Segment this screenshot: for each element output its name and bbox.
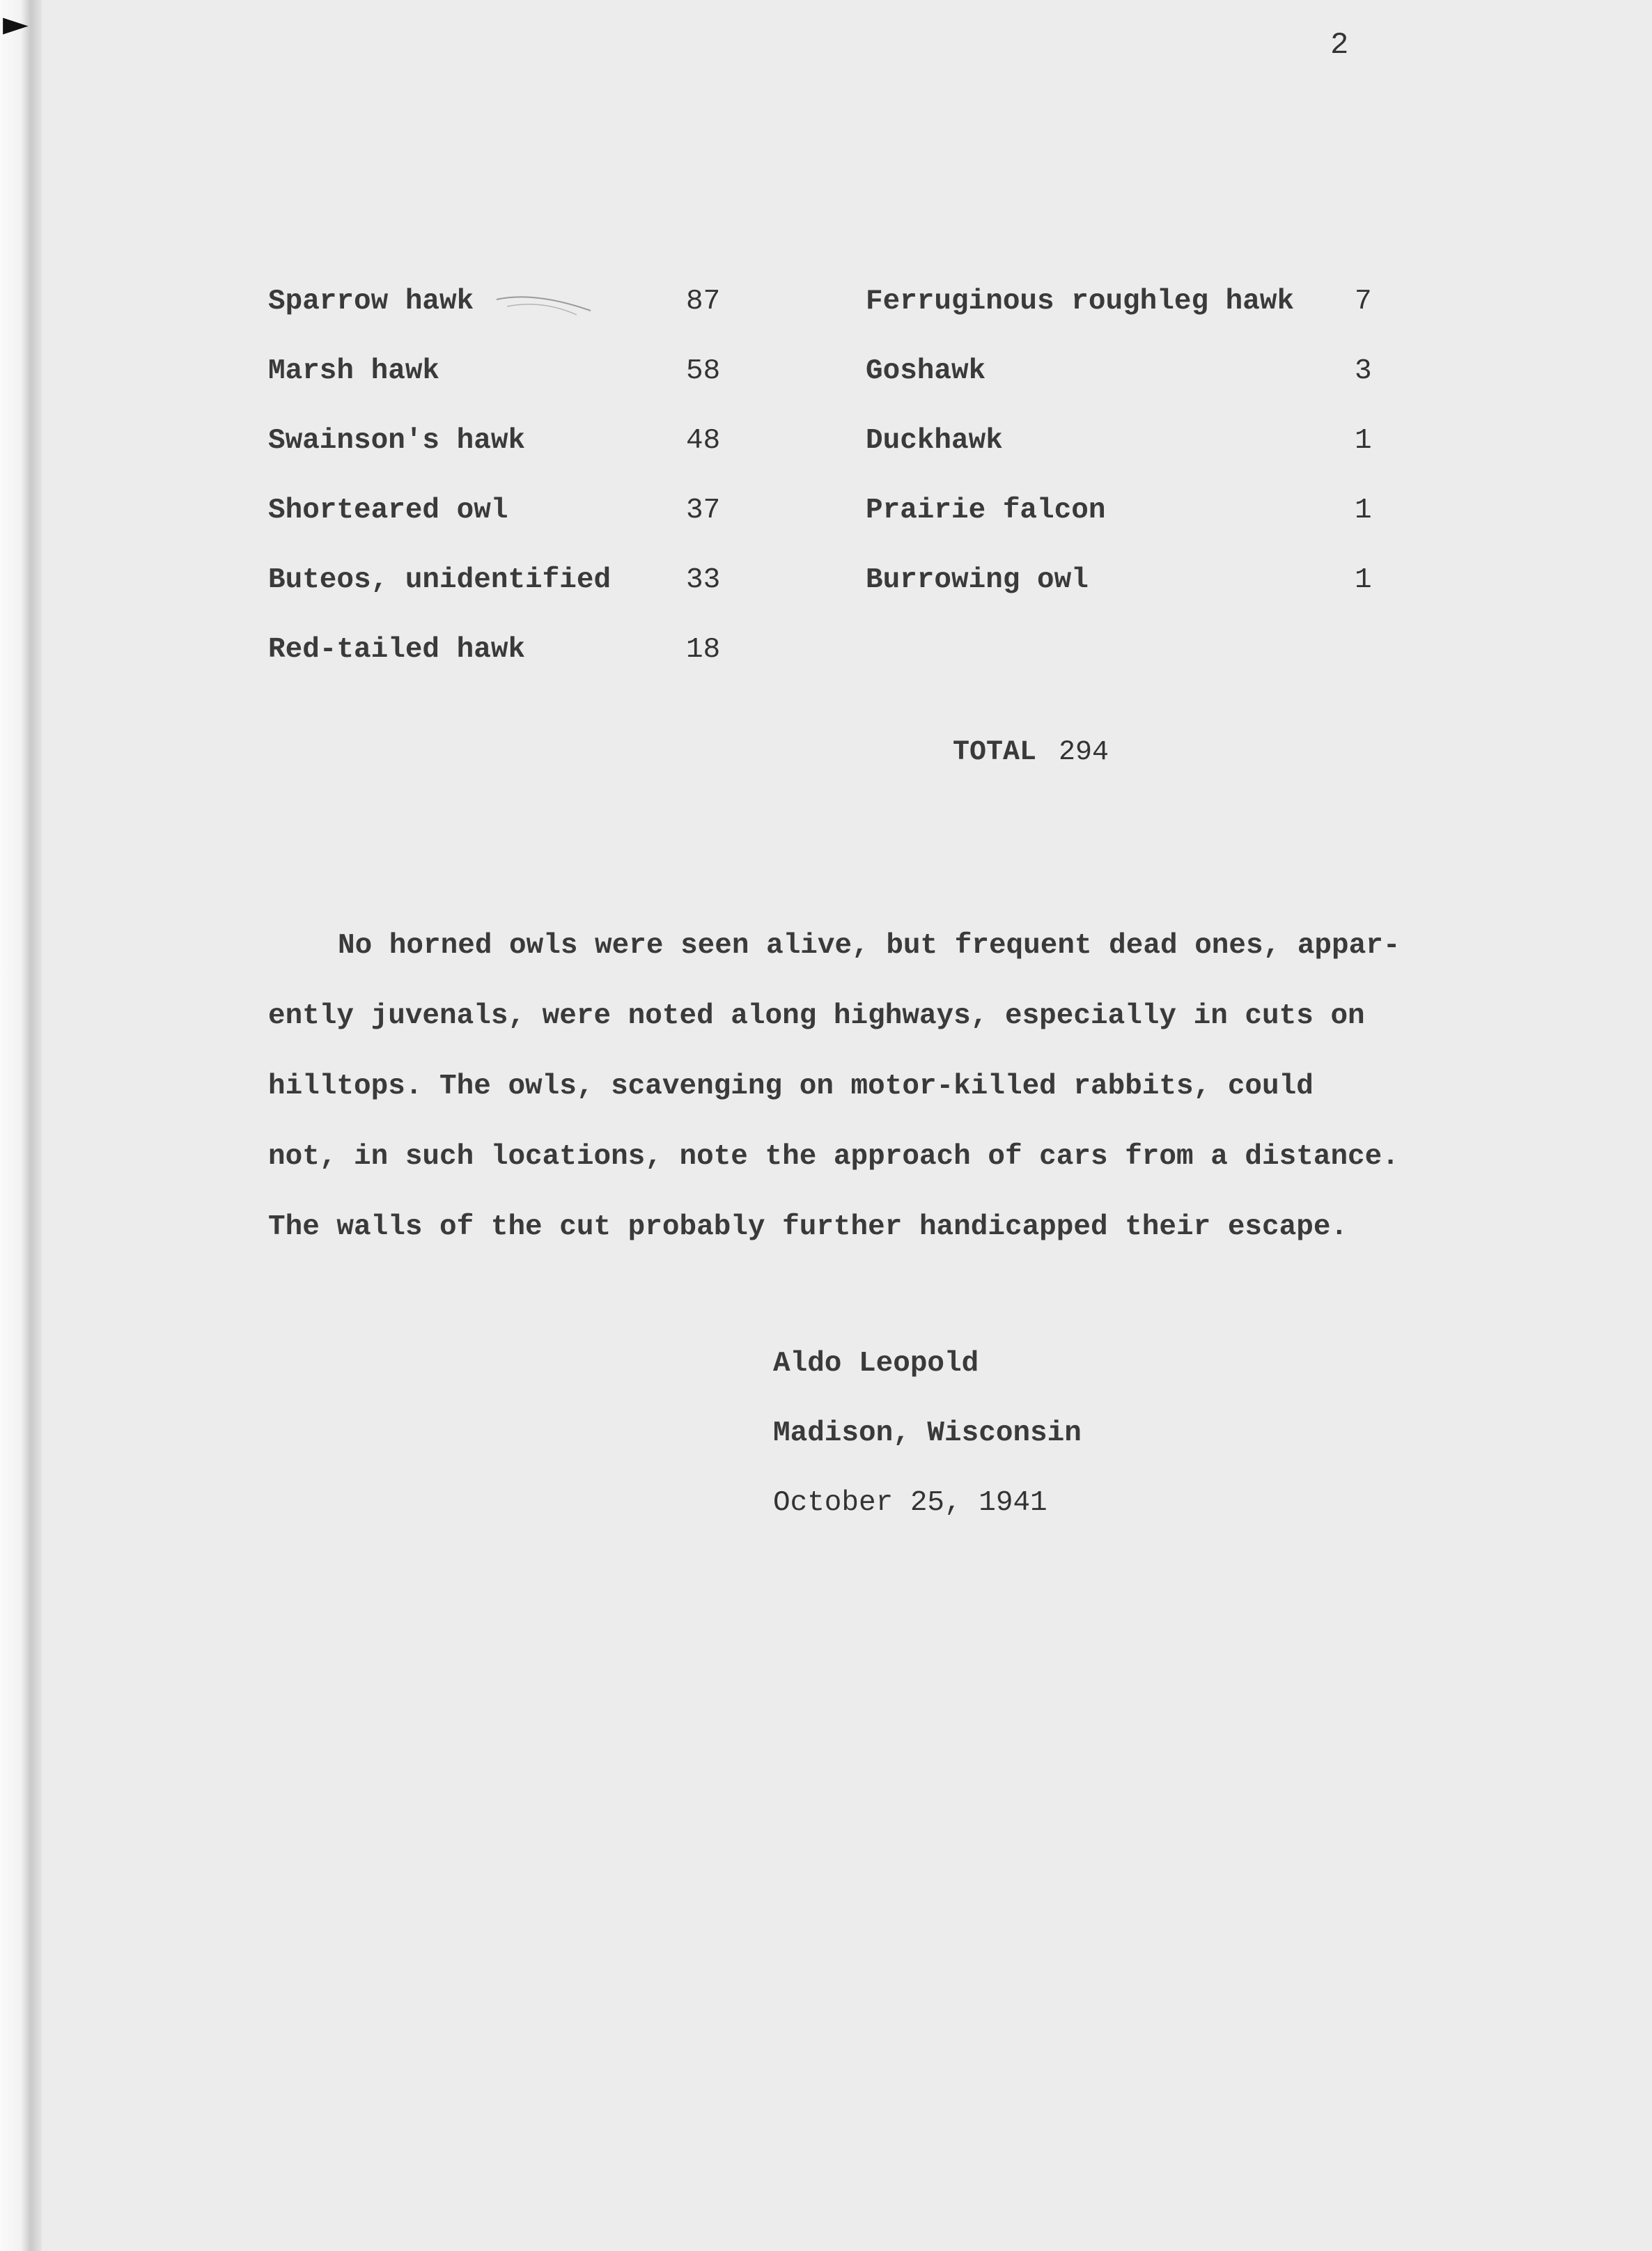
tally-species: Goshawk (866, 355, 986, 387)
total-value: 294 (1059, 737, 1109, 768)
tally-count: 58 (686, 355, 721, 387)
tally-species: Red-tailed hawk (268, 634, 526, 666)
tally-count: 1 (1355, 425, 1372, 457)
total-label: TOTAL (953, 737, 1037, 768)
tally-species: Buteos, unidentified (268, 564, 611, 596)
paragraph-line: The walls of the cut probably further handicapped their escape. (268, 1211, 1348, 1243)
tally-species: Marsh hawk (268, 355, 440, 387)
tally-count: 1 (1355, 494, 1372, 527)
author-place: Madison, Wisconsin (773, 1417, 1082, 1449)
raptor-tally (0, 279, 1652, 696)
document-date: October 25, 1941 (773, 1487, 1047, 1519)
tally-species: Ferruginous roughleg hawk (866, 286, 1295, 318)
pencil-stroke-icon (493, 279, 598, 320)
paragraph-line: No horned owls were seen alive, but frequent dead ones, appar- (338, 930, 1401, 962)
paragraph-line: hilltops. The owls, scavenging on motor-killed rabbits, could (268, 1070, 1314, 1103)
tally-species: Prairie falcon (866, 494, 1106, 527)
page-number: 2 (1330, 28, 1349, 63)
tally-species: Duckhawk (866, 425, 1003, 457)
body-paragraph (268, 911, 1452, 1263)
tally-count: 87 (686, 286, 721, 318)
signature-block (773, 1329, 1082, 1538)
tally-count: 18 (686, 634, 721, 666)
paragraph-line: not, in such locations, note the approach of cars from a distance. (268, 1141, 1399, 1173)
tally-species: Burrowing owl (866, 564, 1089, 596)
tally-species: Swainson's hawk (268, 425, 526, 457)
edge-mark-icon: ► (3, 4, 29, 43)
tally-species: Sparrow hawk (268, 286, 474, 318)
author-name: Aldo Leopold (773, 1348, 979, 1380)
tally-total (953, 737, 1109, 768)
tally-species: Shorteared owl (268, 494, 508, 527)
tally-count: 37 (686, 494, 721, 527)
tally-count: 1 (1355, 564, 1372, 596)
paragraph-line: ently juvenals, were noted along highways, especially in cuts on (268, 1000, 1365, 1032)
tally-count: 48 (686, 425, 721, 457)
tally-count: 33 (686, 564, 721, 596)
tally-count: 3 (1355, 355, 1372, 387)
tally-count: 7 (1355, 286, 1372, 318)
